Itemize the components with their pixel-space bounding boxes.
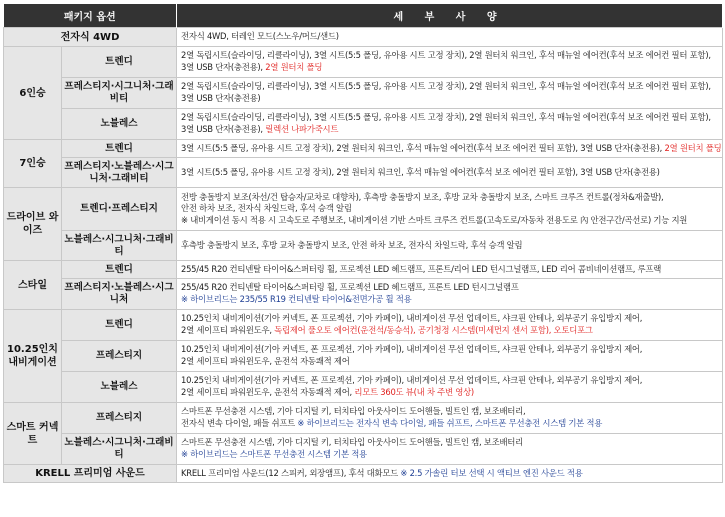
detail-line: [181, 142, 722, 155]
detail-line: 10.25인치 내비게이션(기아 커넥트, 폰 프로젝션, 기아 카페이), 내비게이션 무선 업데이트, 샤크핀 안테나, 외부공기 유입방지 제어,: [181, 313, 643, 324]
highlight-text: 2열 원터치 폴딩: [265, 62, 323, 72]
table-row: [4, 310, 723, 341]
trim-label: 프레스티지·노블레스·시그니처·그래비티: [62, 158, 177, 188]
trim-label: 프레스티지·시그니처·그래비티: [62, 78, 177, 109]
package-options-table-wrap: [3, 4, 722, 483]
detail-line: 10.25인치 내비게이션(기아 커넥트, 폰 프로젝션, 기아 카페이), 내비게이션 무선 업데이트, 샤크핀 안테나, 외부공기 유입방지 제어,: [181, 375, 643, 386]
group-label-smart-connect: 스마트 커넥트: [4, 403, 62, 465]
detail-line: 2열 세이프티 파워윈도우, 운전석 자동쾌적 제어: [181, 356, 350, 366]
detail-line: 2열 독립시트(슬라이딩, 리클라이닝), 3열 시트(5:5 폴딩, 유아용 시트 고정 장치), 2열 원터치 워크인, 후석 매뉴얼 에어컨(후석 보조 에어컨 필터 포함),: [181, 112, 711, 123]
header-detail-spec: 세 부 사 양: [177, 4, 723, 28]
trim-label: 노블레스: [62, 372, 177, 403]
table-row: [4, 140, 723, 158]
detail-line: 스마트폰 무선충전 시스템, 기아 디지털 키, 터치타입 아웃사이드 도어핸들, 빌트인 캠, 보조배터리: [181, 437, 523, 448]
table-row: [4, 188, 723, 231]
detail-line: 안전 하차 보조, 전자식 차일드락, 후석 승객 알림: [181, 203, 352, 214]
detail-4wd: 전자식 4WD, 터레인 모드(스노우/머드/샌드): [177, 28, 723, 47]
detail-nav-prestige: [177, 341, 723, 372]
trim-label: 프레스티지: [62, 341, 177, 372]
table-row: [4, 109, 723, 140]
table-row: [4, 231, 723, 261]
detail-line: 2열 독립시트(슬라이딩, 리클라이닝), 3열 시트(5:5 폴딩, 유아용 시트 고정 장치), 2열 원터치 워크인, 후석 매뉴얼 에어컨(후석 보조 에어컨 필터 포함),: [181, 50, 711, 61]
detail-text: 2열 세이프티 파워윈도우,: [181, 325, 275, 335]
trim-label: 프레스티지·노블레스·시그니처: [62, 279, 177, 310]
detail-text: KRELL 프리미엄 사운드(12 스피커, 외장앰프), 후석 대화모드: [181, 467, 401, 478]
detail-note: ※ 하이브리드는 스마트폰 무선충전 시스템 기본 적용: [181, 449, 367, 459]
trim-label: 노블레스·시그니처·그래비티: [62, 434, 177, 465]
trim-label: 노블레스: [62, 109, 177, 140]
detail-krell: [177, 465, 723, 483]
detail-line: [181, 418, 718, 430]
detail-6seat-noblesse: [177, 109, 723, 140]
highlight-text: 리모트 360도 뷰(내 차 주변 영상): [354, 387, 474, 397]
trim-label: 트렌디: [62, 310, 177, 341]
detail-line: [181, 387, 718, 399]
trim-label: 트렌디·프레스티지: [62, 188, 177, 231]
detail-line: [181, 62, 718, 74]
detail-text: 3열 시트(5:5 폴딩, 유아용 시트 고정 장치), 2열 원터치 워크인, 후석 매뉴얼 에어컨(후석 보조 에어컨 필터 포함), 3열 USB 단자(충전용),: [181, 142, 665, 153]
header-package-option: 패키지 옵션: [4, 4, 177, 28]
option-label-4wd: 전자식 4WD: [4, 28, 177, 47]
table-row: [4, 341, 723, 372]
note-text: ※ 2.5 가솔린 터보 선택 시 액티브 엔진 사운드 적용: [400, 467, 583, 478]
table-row: [4, 465, 723, 483]
package-options-table: [3, 4, 723, 483]
group-label-6seat: 6인승: [4, 47, 62, 140]
detail-line: 255/45 R20 컨티넨탈 타이어&스퍼터링 휠, 프로젝션 LED 헤드램프, 프론트 LED 턴시그널램프: [181, 282, 519, 293]
detail-note: ※ 내비게이션 동시 적용 시 고속도로 주행보조, 내비게이션 기반 스마트 크루즈 컨트롤(고속도로/자동차 전용도로 內 안전구간/곡선로) 기능 지원: [181, 214, 688, 225]
detail-line: [181, 325, 718, 337]
group-label-drive-wise: 드라이브 와이즈: [4, 188, 62, 261]
detail-note: ※ 하이브리드는 235/55 R19 컨티넨탈 타이어&전면가공 휠 적용: [181, 294, 412, 304]
detail-drive-wise-noblesse: 후측방 충돌방지 보조, 후방 교차 충돌방지 보조, 안전 하차 보조, 전자식 차일드락, 후석 승객 알림: [177, 231, 723, 261]
trim-label: 트렌디: [62, 140, 177, 158]
highlight-text: 2열 원터치 폴딩: [664, 142, 722, 153]
detail-drive-wise-trendy: [177, 188, 723, 231]
detail-style-prestige: [177, 279, 723, 310]
group-label-style: 스타일: [4, 261, 62, 310]
table-row: [4, 47, 723, 78]
detail-line: 전방 충돌방지 보조(차선/건 탑승자/교차로 대향차), 후측방 충돌방지 보조, 후방 교차 충돌방지 보조, 스마트 크루즈 컨트롤(정차&재출발),: [181, 191, 664, 202]
table-row: [4, 158, 723, 188]
group-label-navigation: 10.25인치 내비게이션: [4, 310, 62, 403]
detail-line: 스마트폰 무선충전 시스템, 기아 디지털 키, 터치타입 아웃사이드 도어핸들, 빌트인 캠, 보조배터리,: [181, 406, 526, 417]
detail-smart-noblesse: [177, 434, 723, 465]
trim-label: 트렌디: [62, 261, 177, 279]
detail-text: 전자식 변속 다이얼, 패들 쉬프트: [181, 418, 298, 428]
option-label-krell: KRELL 프리미엄 사운드: [4, 465, 177, 483]
trim-label: 프레스티지: [62, 403, 177, 434]
detail-text: 3열 USB 단자(충전용),: [181, 124, 266, 134]
detail-line: 2열 독립시트(슬라이딩, 리클라이닝), 3열 시트(5:5 폴딩, 유아용 시트 고정 장치), 2열 원터치 워크인, 후석 매뉴얼 에어컨(후석 보조 에어컨 필터 포함),: [181, 81, 711, 92]
highlight-text: 릴렉션 나파가죽시트: [265, 124, 339, 134]
detail-line: 10.25인치 내비게이션(기아 커넥트, 폰 프로젝션, 기아 카페이), 내비게이션 무선 업데이트, 샤크핀 안테나, 외부공기 유입방지 제어,: [181, 344, 643, 355]
detail-7seat-others: 3열 시트(5:5 폴딩, 유아용 시트 고정 장치), 2열 원터치 워크인, 후석 매뉴얼 에어컨(후석 보조 에어컨 필터 포함), 3열 USB 단자(충전용): [177, 158, 723, 188]
detail-line: [181, 124, 718, 136]
detail-smart-prestige: [177, 403, 723, 434]
detail-style-trendy: 255/45 R20 컨티넨탈 타이어&스퍼터링 휠, 프로젝션 LED 헤드램프, 프론트/리어 LED 턴시그널램프, LED 리어 콤비네이션램프, 루프랙: [177, 261, 723, 279]
table-row: [4, 403, 723, 434]
detail-nav-noblesse: [177, 372, 723, 403]
detail-line: 3열 USB 단자(충전용): [181, 93, 261, 103]
trim-label: 노블레스·시그니처·그래비티: [62, 231, 177, 261]
detail-nav-trendy: [177, 310, 723, 341]
table-row: [4, 261, 723, 279]
detail-text: 3열 USB 단자(충전용),: [181, 62, 266, 72]
highlight-text: 독립제어 풀오토 에어컨(운전석/동승석), 공기청정 시스템(미세먼지 센서 포함), 오토디포그: [274, 325, 593, 335]
detail-6seat-prestige: [177, 78, 723, 109]
detail-text: 2열 세이프티 파워윈도우, 운전석 자동쾌적 제어,: [181, 387, 355, 397]
table-row: [4, 434, 723, 465]
detail-7seat-trendy: [177, 140, 723, 158]
table-header-row: [4, 4, 723, 28]
table-row: [4, 78, 723, 109]
detail-6seat-trendy: [177, 47, 723, 78]
table-row: [4, 28, 723, 47]
table-row: [4, 372, 723, 403]
group-label-7seat: 7인승: [4, 140, 62, 188]
trim-label: 트렌디: [62, 47, 177, 78]
note-text: ※ 하이브리드는 전자식 변속 다이얼, 패들 쉬프트, 스마트폰 무선충전 시스템 기본 적용: [297, 418, 603, 428]
table-row: [4, 279, 723, 310]
